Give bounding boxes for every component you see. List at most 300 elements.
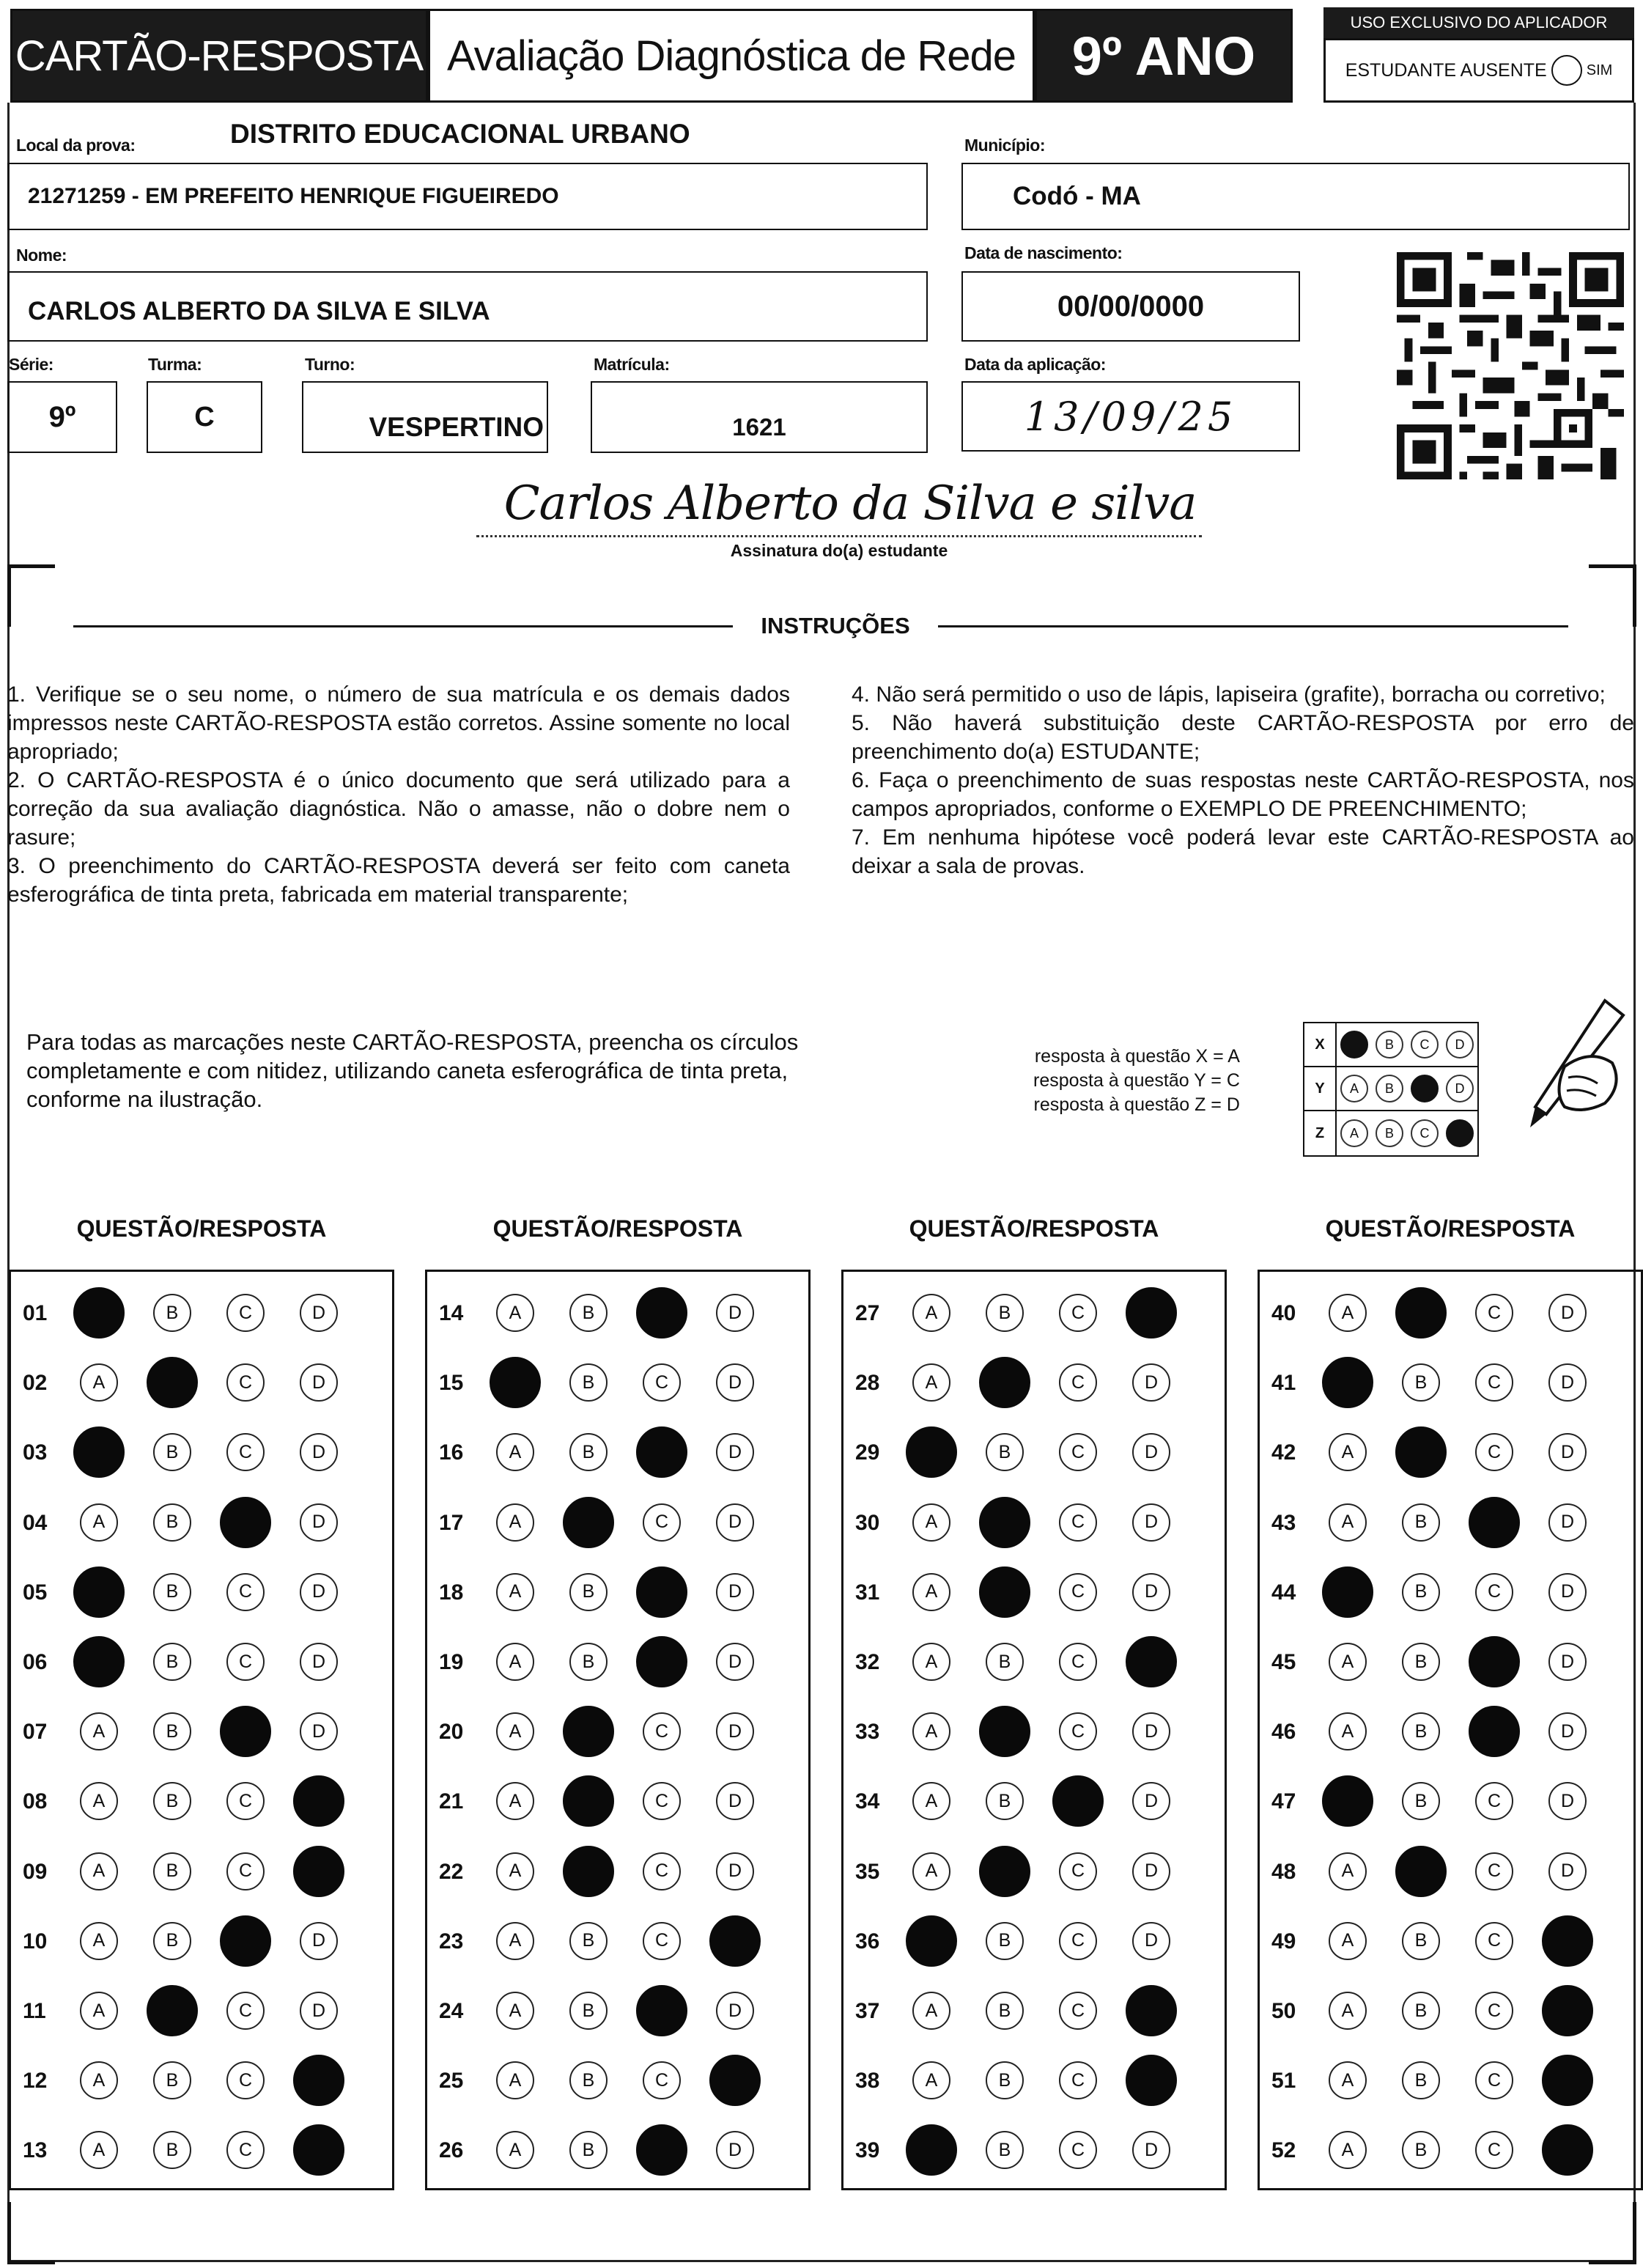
answer-bubble-c[interactable]: C	[643, 1363, 681, 1402]
question-row	[1260, 1501, 1641, 1544]
answer-bubble-d[interactable]: D	[716, 1782, 754, 1820]
question-number: 27	[855, 1301, 880, 1325]
answer-bubble-b[interactable]: B	[153, 1922, 191, 1960]
answer-bubble-d[interactable]: D	[1548, 1643, 1587, 1681]
turno-value: VESPERTINO	[369, 412, 544, 442]
answer-bubble-a[interactable]: A	[912, 1573, 950, 1611]
answer-bubble-b[interactable]: B	[153, 2131, 191, 2169]
answer-bubble-c[interactable]: C	[1059, 1294, 1097, 1332]
corner-mark-top-left	[7, 564, 55, 627]
instruction-2: 2. O CARTÃO-RESPOSTA é o único documento que será utilizado para a correção da sua avaliação diagnóstica. Não o amasse, não o dobre nem o rasure;	[7, 768, 790, 850]
question-number: 43	[1271, 1510, 1296, 1535]
answer-bubble-d[interactable]: D	[300, 1922, 338, 1960]
answer-bubble-a[interactable]: A	[1329, 1643, 1367, 1681]
answer-bubble-c[interactable]: C	[1475, 1433, 1513, 1471]
question-row	[11, 2128, 392, 2172]
absent-label: ESTUDANTE AUSENTE	[1345, 59, 1547, 81]
answer-bubble-c-marked[interactable]	[220, 1497, 271, 1548]
answer-bubble-a[interactable]: A	[912, 1782, 950, 1820]
filling-example-grid	[1303, 1022, 1479, 1157]
question-number: 23	[439, 1929, 464, 1954]
question-row	[843, 1779, 1225, 1823]
answer-bubble-b-marked[interactable]	[563, 1497, 614, 1548]
answer-bubble-d-marked[interactable]	[709, 1915, 761, 1967]
answer-bubble-d[interactable]: D	[716, 1852, 754, 1890]
answer-bubble-d[interactable]: D	[300, 1433, 338, 1471]
answer-bubble-a[interactable]: A	[1329, 2131, 1367, 2169]
question-row	[427, 1919, 808, 1963]
answer-bubble-b[interactable]: B	[986, 1294, 1024, 1332]
answer-bubble-a-marked[interactable]	[906, 1426, 957, 1478]
answer-bubble-c-marked[interactable]	[636, 2124, 687, 2176]
answer-bubble-d[interactable]: D	[716, 1992, 754, 2030]
example-cell	[1407, 1111, 1442, 1155]
answer-bubble-c-marked[interactable]	[220, 1706, 271, 1757]
answer-bubble-b-marked[interactable]	[1395, 1846, 1447, 1897]
answer-bubble-b[interactable]: B	[1402, 1992, 1440, 2030]
answer-bubble-b[interactable]: B	[986, 2061, 1024, 2099]
question-row	[427, 2058, 808, 2102]
answer-bubble-b-marked[interactable]	[979, 1566, 1030, 1618]
answer-bubble-a[interactable]: A	[80, 1503, 118, 1542]
answer-bubble-b-marked[interactable]	[979, 1706, 1030, 1757]
answer-bubble-d[interactable]: D	[1132, 1782, 1170, 1820]
answer-bubble-b[interactable]: B	[986, 1922, 1024, 1960]
column-header: QUESTÃO/RESPOSTA	[76, 1215, 327, 1242]
answer-bubble-d[interactable]: D	[1548, 1503, 1587, 1542]
answer-bubble-d[interactable]: D	[1132, 1363, 1170, 1402]
answer-bubble-a[interactable]: A	[496, 1782, 534, 1820]
answer-bubble-c[interactable]: C	[226, 2131, 265, 2169]
answer-bubble-c-marked[interactable]	[636, 1566, 687, 1618]
answer-bubble-a[interactable]: A	[496, 1992, 534, 2030]
question-number: 31	[855, 1580, 880, 1605]
answer-bubble-c[interactable]: C	[643, 1782, 681, 1820]
answer-bubble-b[interactable]: B	[153, 1433, 191, 1471]
question-number: 39	[855, 2138, 880, 2163]
answer-bubble-c-marked[interactable]	[1469, 1497, 1520, 1548]
answer-bubble-d[interactable]: D	[1548, 1573, 1587, 1611]
answer-bubble-a[interactable]: A	[496, 2131, 534, 2169]
answer-bubble-b[interactable]: B	[153, 1643, 191, 1681]
answer-bubble-c[interactable]: C	[226, 1363, 265, 1402]
question-number: 11	[23, 1999, 46, 2023]
question-row	[11, 2058, 392, 2102]
answer-bubble-d[interactable]: D	[1132, 2131, 1170, 2169]
answer-bubble-d[interactable]: D	[1132, 1573, 1170, 1611]
answer-bubble-c-marked[interactable]	[220, 1915, 271, 1967]
answer-bubble-a[interactable]: A	[912, 1712, 950, 1750]
answer-bubble-d[interactable]: D	[716, 1503, 754, 1542]
answer-bubble-c[interactable]: C	[1475, 1294, 1513, 1332]
answer-bubble-c[interactable]: C	[1475, 1782, 1513, 1820]
answer-bubble-a-marked[interactable]	[906, 2124, 957, 2176]
question-number: 05	[23, 1580, 48, 1605]
answer-bubble-a[interactable]: A	[1329, 1852, 1367, 1890]
answer-bubble-b[interactable]: B	[1402, 2131, 1440, 2169]
answer-bubble-c[interactable]: C	[226, 1294, 265, 1332]
answer-bubble-a-marked[interactable]	[906, 1915, 957, 1967]
instructions-left	[7, 680, 790, 909]
answer-bubble-a[interactable]: A	[912, 1852, 950, 1890]
answer-bubble-a[interactable]: A	[1329, 1503, 1367, 1542]
question-row	[11, 1291, 392, 1335]
answer-bubble-c-marked[interactable]	[1052, 1775, 1104, 1827]
answer-bubble-d[interactable]: D	[1132, 1433, 1170, 1471]
answer-bubble-a-marked[interactable]	[490, 1357, 541, 1408]
answer-bubble-a[interactable]: A	[80, 1922, 118, 1960]
answer-bubble-d[interactable]: D	[716, 1573, 754, 1611]
district-name: DISTRITO EDUCACIONAL URBANO	[230, 119, 690, 149]
answer-bubble-a[interactable]: A	[912, 1363, 950, 1402]
answer-bubble-d[interactable]: D	[300, 1712, 338, 1750]
answer-bubble-c-marked[interactable]	[636, 1985, 687, 2036]
answer-bubble-c[interactable]: C	[1059, 1433, 1097, 1471]
answer-bubble-c[interactable]: C	[1475, 1573, 1513, 1611]
answer-bubble-c[interactable]: C	[1059, 1573, 1097, 1611]
grade-title: 9º ANO	[1035, 9, 1293, 103]
answer-bubble-b-marked[interactable]	[563, 1706, 614, 1757]
answer-bubble-a[interactable]: A	[80, 1712, 118, 1750]
answer-bubble-b[interactable]: B	[569, 1922, 608, 1960]
answer-bubble-b-marked[interactable]	[979, 1846, 1030, 1897]
municipio-label: Município:	[964, 136, 1045, 155]
example-answers	[1033, 1045, 1240, 1117]
answer-bubble-a[interactable]: A	[496, 1503, 534, 1542]
column-header: QUESTÃO/RESPOSTA	[492, 1215, 743, 1242]
answer-bubble-b[interactable]: B	[986, 1643, 1024, 1681]
answer-bubble-c-marked[interactable]	[636, 1287, 687, 1339]
instructions-title: INSTRUÇÕES	[761, 613, 910, 638]
answer-bubble-b[interactable]: B	[153, 2061, 191, 2099]
answer-bubble-d[interactable]: D	[300, 1573, 338, 1611]
answer-bubble-a-marked[interactable]	[1322, 1357, 1373, 1408]
answer-bubble-a[interactable]: A	[1329, 1922, 1367, 1960]
example-cell	[1372, 1023, 1407, 1066]
answer-bubble-b-marked[interactable]	[979, 1357, 1030, 1408]
answer-bubble-d[interactable]: D	[716, 1712, 754, 1750]
instructions-rule-right	[938, 625, 1568, 627]
question-number: 51	[1271, 2069, 1296, 2094]
question-number: 16	[439, 1440, 464, 1465]
answer-column-3	[841, 1270, 1227, 2190]
turma-field	[147, 381, 262, 453]
answer-bubble-a[interactable]: A	[1329, 1294, 1367, 1332]
answer-bubble-d-marked[interactable]	[1542, 1915, 1593, 1967]
answer-bubble-d-marked[interactable]	[293, 2124, 344, 2176]
answer-bubble-b[interactable]: B	[569, 2061, 608, 2099]
aplicacao-label: Data da aplicação:	[964, 355, 1106, 374]
question-row	[1260, 1570, 1641, 1614]
answer-bubble-a[interactable]: A	[80, 2061, 118, 2099]
answer-bubble-c[interactable]: C	[643, 1503, 681, 1542]
answer-bubble-b[interactable]: B	[1402, 1643, 1440, 1681]
question-number: 50	[1271, 1999, 1296, 2023]
question-row	[1260, 2058, 1641, 2102]
answer-bubble-c[interactable]: C	[1059, 1363, 1097, 1402]
answer-bubble-b[interactable]: B	[569, 1363, 608, 1402]
answer-bubble-b[interactable]: B	[569, 1643, 608, 1681]
student-signature: Carlos Alberto da Silva e silva	[503, 476, 1197, 531]
answer-bubble-c-marked[interactable]	[1469, 1636, 1520, 1687]
answer-bubble-b-marked[interactable]	[563, 1846, 614, 1897]
question-number: 10	[23, 1929, 48, 1954]
answer-bubble-c[interactable]: C	[226, 1433, 265, 1471]
aplicacao-value: 13/09/25	[1024, 393, 1238, 440]
example-bubble-d: D	[1446, 1075, 1474, 1102]
answer-bubble-a[interactable]: A	[912, 1643, 950, 1681]
answer-bubble-d[interactable]: D	[300, 1643, 338, 1681]
example-bubble-c: C	[1411, 1031, 1439, 1058]
answer-bubble-d[interactable]: D	[716, 2131, 754, 2169]
question-number: 41	[1271, 1371, 1296, 1396]
answer-bubble-b[interactable]: B	[569, 1992, 608, 2030]
question-row	[843, 1709, 1225, 1753]
answer-bubble-a[interactable]: A	[1329, 1992, 1367, 2030]
answer-bubble-a-marked[interactable]	[1322, 1775, 1373, 1827]
answer-bubble-a-marked[interactable]	[73, 1426, 125, 1478]
answer-bubble-d[interactable]: D	[1548, 1782, 1587, 1820]
absent-checkbox[interactable]	[1551, 55, 1582, 86]
question-row	[1260, 1709, 1641, 1753]
question-number: 38	[855, 2069, 880, 2094]
question-number: 14	[439, 1301, 464, 1325]
answer-bubble-a[interactable]: A	[1329, 2061, 1367, 2099]
question-row	[843, 1919, 1225, 1963]
answer-bubble-c[interactable]: C	[1059, 1503, 1097, 1542]
question-row	[11, 1919, 392, 1963]
question-row	[427, 1430, 808, 1474]
question-row	[427, 1779, 808, 1823]
question-row	[427, 1709, 808, 1753]
answer-bubble-d-marked[interactable]	[293, 1775, 344, 1827]
answer-bubble-b[interactable]: B	[153, 1294, 191, 1332]
answer-bubble-d[interactable]: D	[1132, 1922, 1170, 1960]
question-number: 13	[23, 2138, 48, 2163]
answer-bubble-b[interactable]: B	[569, 2131, 608, 2169]
instruction-5: 5. Não haverá substituição deste CARTÃO-RESPOSTA por erro de preenchimento do(a) ESTUDANTE;	[852, 711, 1634, 764]
example-bubble-c	[1411, 1075, 1439, 1102]
answer-bubble-c[interactable]: C	[643, 1852, 681, 1890]
answer-bubble-c[interactable]: C	[226, 2061, 265, 2099]
answer-bubble-d[interactable]: D	[716, 1363, 754, 1402]
answer-bubble-c[interactable]: C	[1059, 1712, 1097, 1750]
answer-bubble-c[interactable]: C	[1475, 1922, 1513, 1960]
answer-bubble-a[interactable]: A	[1329, 1433, 1367, 1471]
answer-bubble-b-marked[interactable]	[147, 1357, 198, 1408]
answer-column-2	[425, 1270, 811, 2190]
answer-bubble-a[interactable]: A	[80, 1782, 118, 1820]
answer-bubble-b[interactable]: B	[1402, 1573, 1440, 1611]
answer-bubble-c[interactable]: C	[226, 1852, 265, 1890]
answer-bubble-b-marked[interactable]	[147, 1985, 198, 2036]
question-number: 36	[855, 1929, 880, 1954]
answer-bubble-c[interactable]: C	[226, 1573, 265, 1611]
answer-bubble-d[interactable]: D	[1548, 1294, 1587, 1332]
answer-bubble-a[interactable]: A	[496, 1294, 534, 1332]
answer-bubble-d[interactable]: D	[716, 1643, 754, 1681]
answer-bubble-b[interactable]: B	[986, 1433, 1024, 1471]
answer-bubble-b[interactable]: B	[153, 1573, 191, 1611]
example-cell	[1407, 1023, 1442, 1066]
answer-bubble-a[interactable]: A	[912, 1294, 950, 1332]
answer-bubble-a[interactable]: A	[912, 1503, 950, 1542]
question-number: 32	[855, 1650, 880, 1674]
example-bubble-d: D	[1446, 1031, 1474, 1058]
answer-bubble-c[interactable]: C	[1475, 1992, 1513, 2030]
school-value: 21271259 - EM PREFEITO HENRIQUE FIGUEIREDO	[28, 184, 559, 208]
answer-bubble-d[interactable]: D	[300, 1503, 338, 1542]
answer-bubble-a[interactable]: A	[496, 1643, 534, 1681]
answer-bubble-c[interactable]: C	[226, 1992, 265, 2030]
question-number: 26	[439, 2138, 464, 2163]
answer-bubble-d[interactable]: D	[716, 1433, 754, 1471]
answer-bubble-c[interactable]: C	[1475, 1852, 1513, 1890]
answer-bubble-d-marked[interactable]	[1126, 1287, 1177, 1339]
corner-mark-top-right	[1589, 564, 1636, 627]
answer-bubble-b[interactable]: B	[569, 1294, 608, 1332]
answer-bubble-b-marked[interactable]	[979, 1497, 1030, 1548]
example-cell	[1337, 1111, 1372, 1155]
question-number: 44	[1271, 1580, 1296, 1605]
answer-bubble-d[interactable]: D	[1548, 1712, 1587, 1750]
answer-bubble-b[interactable]: B	[986, 2131, 1024, 2169]
question-row	[843, 1570, 1225, 1614]
answer-bubble-a[interactable]: A	[496, 1573, 534, 1611]
signature-label: Assinatura do(a) estudante	[730, 541, 948, 560]
question-row	[11, 1361, 392, 1404]
answer-bubble-d[interactable]: D	[300, 1294, 338, 1332]
answer-bubble-d[interactable]: D	[1132, 1852, 1170, 1890]
answer-bubble-b-marked[interactable]	[1395, 1287, 1447, 1339]
answer-bubble-a[interactable]: A	[1329, 1712, 1367, 1750]
question-row	[427, 1361, 808, 1404]
answer-bubble-c[interactable]: C	[1059, 1922, 1097, 1960]
question-row	[11, 1849, 392, 1893]
question-row	[843, 2128, 1225, 2172]
answer-bubble-d[interactable]: D	[300, 1363, 338, 1402]
answer-bubble-d-marked[interactable]	[1126, 1985, 1177, 2036]
answer-bubble-c[interactable]: C	[643, 1712, 681, 1750]
municipio-field	[961, 163, 1630, 230]
turno-label: Turno:	[305, 355, 355, 374]
question-row	[11, 1570, 392, 1614]
answer-bubble-a[interactable]: A	[80, 1992, 118, 2030]
answer-bubble-d[interactable]: D	[1548, 1363, 1587, 1402]
answer-bubble-a-marked[interactable]	[73, 1566, 125, 1618]
example-bubble-a	[1340, 1031, 1368, 1058]
answer-bubble-a[interactable]: A	[912, 1992, 950, 2030]
question-number: 03	[23, 1440, 48, 1465]
example-cell	[1372, 1111, 1407, 1155]
answer-bubble-a[interactable]: A	[80, 1852, 118, 1890]
answer-bubble-c[interactable]: C	[1475, 2131, 1513, 2169]
answer-bubble-b[interactable]: B	[1402, 1712, 1440, 1750]
answer-bubble-a[interactable]: A	[496, 1922, 534, 1960]
matricula-label: Matrícula:	[594, 355, 670, 374]
question-number: 34	[855, 1789, 880, 1814]
answer-bubble-c[interactable]: C	[226, 1782, 265, 1820]
answer-bubble-a[interactable]: A	[496, 1712, 534, 1750]
answer-bubble-c-marked[interactable]	[1469, 1706, 1520, 1757]
answer-bubble-c[interactable]: C	[643, 2061, 681, 2099]
answer-bubble-d-marked[interactable]	[293, 2055, 344, 2106]
answer-bubble-a-marked[interactable]	[73, 1636, 125, 1687]
question-number: 24	[439, 1999, 464, 2023]
answer-bubble-a-marked[interactable]	[1322, 1566, 1373, 1618]
answer-bubble-c-marked[interactable]	[636, 1426, 687, 1478]
answer-bubble-c[interactable]: C	[1059, 1643, 1097, 1681]
answer-bubble-b[interactable]: B	[1402, 1503, 1440, 1542]
answer-bubble-a[interactable]: A	[912, 2061, 950, 2099]
answer-bubble-b[interactable]: B	[986, 1782, 1024, 1820]
answer-bubble-d-marked[interactable]	[1126, 2055, 1177, 2106]
answer-bubble-c[interactable]: C	[1059, 2131, 1097, 2169]
answer-bubble-d-marked[interactable]	[1542, 1985, 1593, 2036]
answer-bubble-d[interactable]: D	[716, 1294, 754, 1332]
answer-bubble-a[interactable]: A	[496, 1433, 534, 1471]
answer-bubble-d-marked[interactable]	[1542, 2055, 1593, 2106]
answer-bubble-d[interactable]: D	[1132, 1503, 1170, 1542]
answer-bubble-d[interactable]: D	[300, 1992, 338, 2030]
question-number: 33	[855, 1720, 880, 1745]
answer-bubble-b-marked[interactable]	[1395, 1426, 1447, 1478]
answer-bubble-c[interactable]: C	[226, 1643, 265, 1681]
answer-bubble-d-marked[interactable]	[709, 2055, 761, 2106]
answer-bubble-c[interactable]: C	[1475, 2061, 1513, 2099]
answer-bubble-b[interactable]: B	[1402, 1782, 1440, 1820]
example-bubble-b: B	[1376, 1119, 1403, 1147]
answer-bubble-c-marked[interactable]	[636, 1636, 687, 1687]
answer-bubble-d[interactable]: D	[1132, 1712, 1170, 1750]
answer-bubble-b[interactable]: B	[153, 1503, 191, 1542]
answer-bubble-b[interactable]: B	[1402, 1922, 1440, 1960]
answer-bubble-c[interactable]: C	[643, 1922, 681, 1960]
corner-mark-bottom-right	[1589, 2202, 1636, 2264]
instructions-rule-left	[73, 625, 733, 627]
answer-bubble-b[interactable]: B	[569, 1433, 608, 1471]
answer-bubble-a[interactable]: A	[496, 1852, 534, 1890]
answer-bubble-b[interactable]: B	[1402, 2061, 1440, 2099]
answer-bubble-c[interactable]: C	[1059, 1852, 1097, 1890]
answer-bubble-b[interactable]: B	[569, 1573, 608, 1611]
answer-bubble-b-marked[interactable]	[563, 1775, 614, 1827]
answer-bubble-b[interactable]: B	[153, 1852, 191, 1890]
answer-bubble-d[interactable]: D	[1548, 1852, 1587, 1890]
example-cell	[1442, 1067, 1477, 1110]
answer-bubble-b[interactable]: B	[153, 1782, 191, 1820]
answer-bubble-d-marked[interactable]	[1126, 1636, 1177, 1687]
answer-bubble-a[interactable]: A	[80, 1363, 118, 1402]
answer-bubble-d-marked[interactable]	[293, 1846, 344, 1897]
answer-bubble-d[interactable]: D	[1548, 1433, 1587, 1471]
answer-bubble-c[interactable]: C	[1059, 2061, 1097, 2099]
answer-bubble-a[interactable]: A	[80, 2131, 118, 2169]
answer-bubble-b[interactable]: B	[153, 1712, 191, 1750]
question-number: 49	[1271, 1929, 1296, 1954]
answer-bubble-c[interactable]: C	[1059, 1992, 1097, 2030]
answer-bubble-c[interactable]: C	[1475, 1363, 1513, 1402]
answer-bubble-b[interactable]: B	[986, 1992, 1024, 2030]
answer-bubble-a-marked[interactable]	[73, 1287, 125, 1339]
answer-bubble-d-marked[interactable]	[1542, 2124, 1593, 2176]
serie-field	[7, 381, 117, 453]
example-cell	[1442, 1023, 1477, 1066]
example-row	[1304, 1023, 1477, 1067]
answer-bubble-b[interactable]: B	[1402, 1363, 1440, 1402]
answer-bubble-a[interactable]: A	[496, 2061, 534, 2099]
question-number: 30	[855, 1510, 880, 1535]
